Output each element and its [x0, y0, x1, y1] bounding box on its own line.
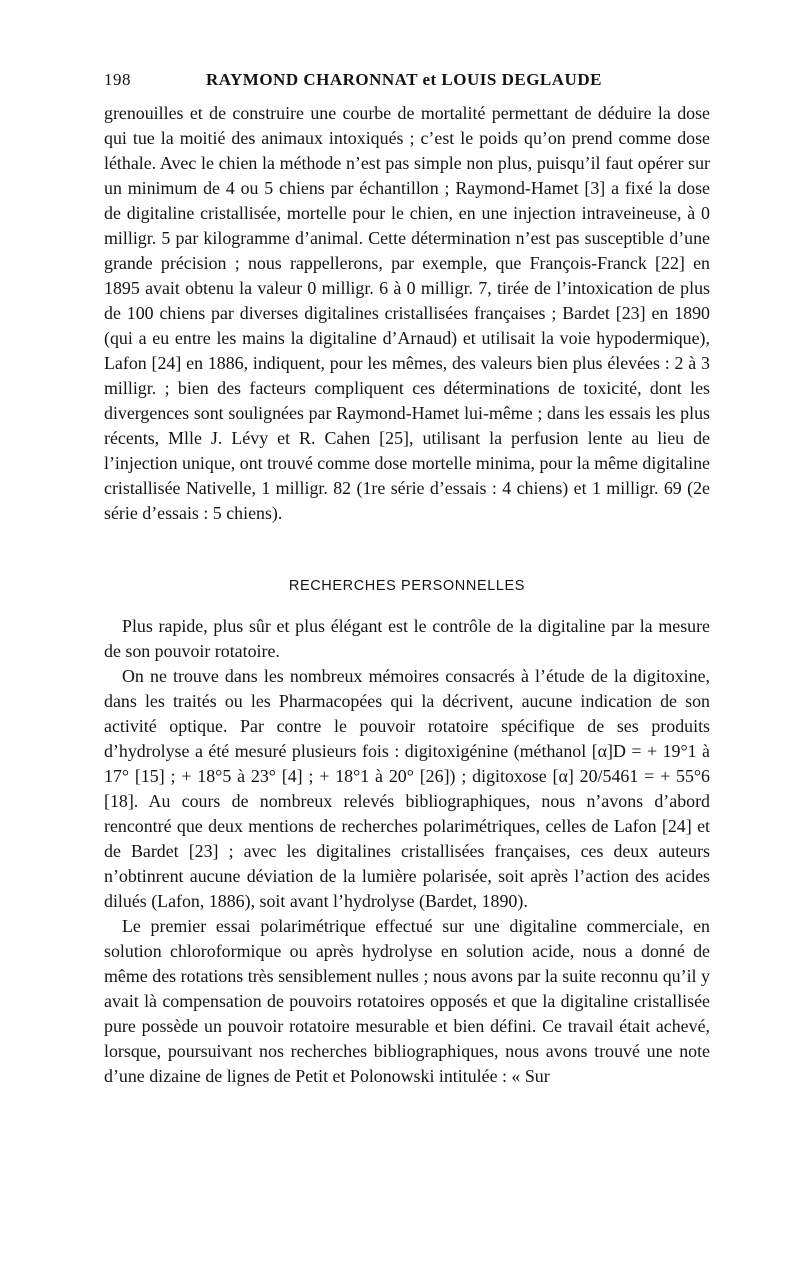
paragraph-text: Plus rapide, plus sûr et plus élégant est le contrôle de la digitaline par la mesure de son pouvoir rotatoire. [104, 616, 710, 661]
page-number: 198 [104, 70, 131, 89]
paragraph-toxicity [104, 101, 710, 526]
running-title: RAYMOND CHARONNAT et LOUIS DEGLAUDE [206, 70, 602, 89]
paragraph-text: On ne trouve dans les nombreux mémoires consacrés à l’étude de la digitoxine, dans les traités ou les Pharmacopées qui la décrivent, aucune indication de son activité optique. Par contre le pouvoir rotatoire spécifique de ses produits d’hydrolyse a été mesuré plusieurs fois : digitoxigénine (méthanol [α]D = + 19°1 à 17° [15] ; + 18°5 à 23° [4] ; + 18°1 à 20° [26]) ; digitoxose [α] 20/5461 = + 55°6 [18]. Au cours de nombreux relevés bibliographiques, nous n’avons d’abord rencontré que deux mentions de recherches polarimétriques, celles de Lafon [24] et de Bardet [23] ; avec les digitalines cristallisées françaises, ces deux auteurs n’obtinrent aucune déviation de la lumière polarisée, soit après l’action des acides dilués (Lafon, 1886), soit avant l’hydrolyse (Bardet, 1890). [104, 666, 710, 911]
paragraph-text: Le premier essai polarimétrique effectué sur une digitaline commerciale, en solution chloroformique ou après hydrolyse en solution acide, nous a donné de même des rotations très sensiblement nulles ; nous avons par la suite reconnu qu’il y avait là compensation de pouvoirs rotatoires opposés et que la digitaline cristallisée pure possède un pouvoir rotatoire mesurable et bien défini. Ce travail était achevé, lorsque, poursuivant nos recherches bibliographiques, nous avons trouvé une note d’une dizaine de lignes de Petit et Polonowski intitulée : « Sur [104, 916, 710, 1086]
section-body [104, 614, 710, 1089]
paragraph-text: grenouilles et de construire une courbe de mortalité permettant de déduire la dose qui tue la moitié des animaux intoxiqués ; c’est le poids qu’on prend comme dose léthale. Avec le chien la méthode n’est pas simple non plus, puisqu’il faut opérer sur un minimum de 4 ou 5 chiens par échantillon ; Raymond-Hamet [3] a fixé la dose de digitaline cristallisée, mortelle pour le chien, en une injection intraveineuse, à 0 milligr. 5 par kilogramme d’animal. Cette détermination n’est pas susceptible d’une grande précision ; nous rappellerons, par exemple, que François-Franck [22] en 1895 avait obtenu la valeur 0 milligr. 6 à 0 milligr. 7, tirée de l’intoxication de plus de 100 chiens par diverses digitalines cristallisées françaises ; Bardet [23] en 1890 (qui a eu entre les mains la digitaline d’Arnaud) et utilisait la voie hypodermique), Lafon [24] en 1886, indiquent, pour les mêmes, des valeurs bien plus élevées : 2 à 3 milligr. ; bien des facteurs compliquent ces déterminations de toxicité, dont les divergences sont soulignées par Raymond-Hamet lui-même ; dans les essais les plus récents, Mlle J. Lévy et R. Cahen [25], utilisant la perfusion lente au lieu de l’injection unique, ont trouvé comme dose mortelle minima, pour la même digitaline cristallisée Nativelle, 1 milligr. 82 (1re série d’essais : 4 chiens) et 1 milligr. 69 (2e série d’essais : 5 chiens). [104, 103, 710, 523]
running-head [104, 70, 710, 96]
section-heading: RECHERCHES PERSONNELLES [288, 578, 526, 594]
